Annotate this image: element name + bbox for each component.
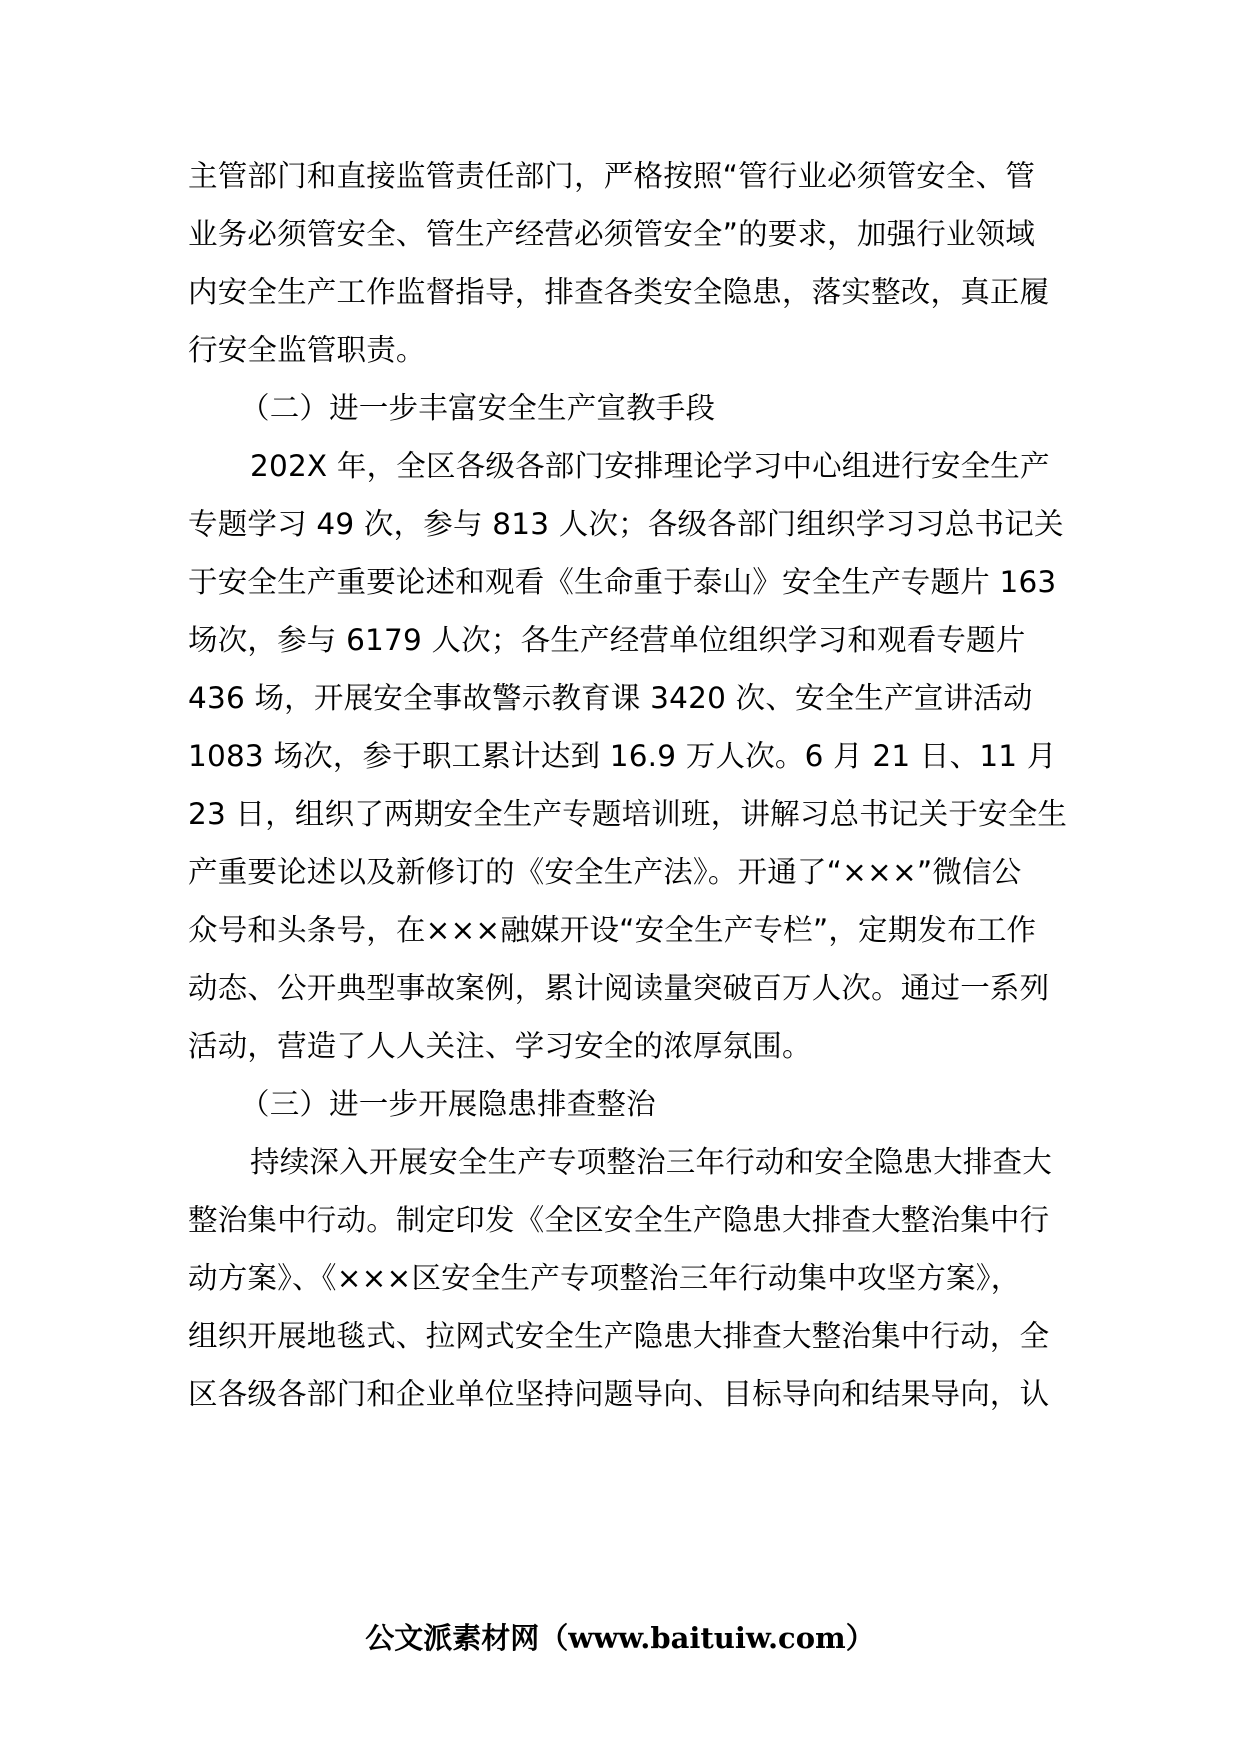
body-text-line: 于安全生产重要论述和观看《生命重于泰山》安全生产专题片 163 — [188, 565, 1057, 599]
paragraph-first-line: 202X 年，全区各级各部门安排理论学习中心组进行安全生产 — [250, 449, 1050, 483]
body-text-line: 区各级各部门和企业单位坚持问题导向、目标导向和结果导向，认 — [188, 1377, 1050, 1411]
body-text-line: 业务必须管安全、管生产经营必须管安全”的要求，加强行业领域 — [188, 217, 1036, 251]
paragraph-first-line: 持续深入开展安全生产专项整治三年行动和安全隐患大排查大 — [250, 1145, 1052, 1179]
body-text-line: 场次，参与 6179 人次；各生产经营单位组织学习和观看专题片 — [188, 623, 1026, 657]
body-text-line: 动方案》、《×××区安全生产专项整治三年行动集中攻坚方案》， — [188, 1261, 1021, 1295]
body-text-line: 动态、公开典型事故案例，累计阅读量突破百万人次。通过一系列 — [188, 971, 1050, 1005]
body-text-line: 活动，营造了人人关注、学习安全的浓厚氛围。 — [188, 1029, 812, 1063]
body-text-line: 组织开展地毯式、拉网式安全生产隐患大排查大整治集中行动，全 — [188, 1319, 1050, 1353]
body-text-line: 产重要论述以及新修订的《安全生产法》。开通了“×××”微信公 — [188, 855, 1022, 889]
section-heading-3: （三）进一步开展隐患排查整治 — [240, 1087, 656, 1121]
body-text-line: 行安全监管职责。 — [188, 333, 426, 367]
body-text-line: 整治集中行动。制定印发《全区安全生产隐患大排查大整治集中行 — [188, 1203, 1050, 1237]
body-text-line: 专题学习 49 次，参与 813 人次；各级各部门组织学习习总书记关 — [188, 507, 1064, 541]
section-heading-2: （二）进一步丰富安全生产宣教手段 — [240, 391, 716, 425]
body-text-line: 众号和头条号，在×××融媒开设“安全生产专栏”，定期发布工作 — [188, 913, 1037, 947]
body-text-line: 内安全生产工作监督指导，排查各类安全隐患，落实整改，真正履 — [188, 275, 1050, 309]
footer-watermark: 公文派素材网（www.baituiw.com） — [365, 1621, 875, 1655]
body-text-line: 436 场，开展安全事故警示教育课 3420 次、安全生产宣讲活动 — [188, 681, 1033, 715]
body-text-line: 主管部门和直接监管责任部门，严格按照“管行业必须管安全、管 — [188, 159, 1036, 193]
body-text-line: 1083 场次，参于职工累计达到 16.9 万人次。6 月 21 日、11 月 — [188, 739, 1057, 773]
body-text-line: 23 日，组织了两期安全生产专题培训班，讲解习总书记关于安全生 — [188, 797, 1068, 831]
